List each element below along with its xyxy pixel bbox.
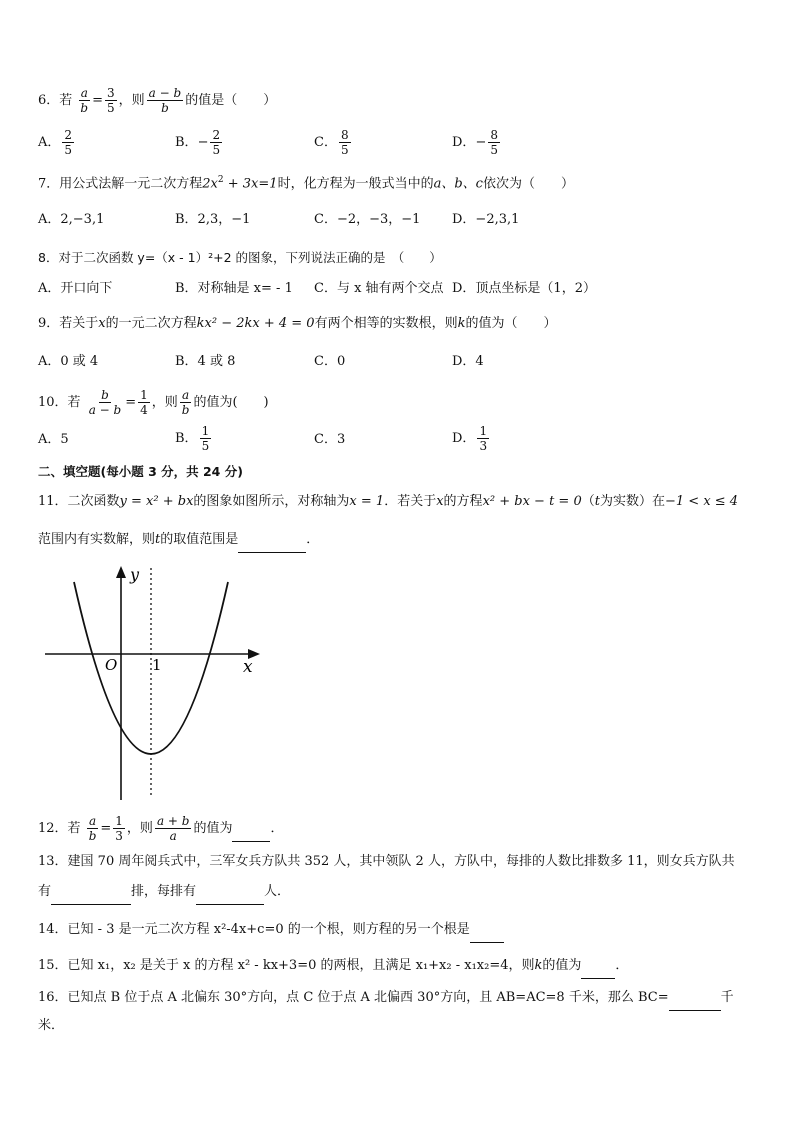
frac-den: 4 (140, 403, 148, 417)
frac-den: 5 (107, 101, 115, 115)
question-13-text: 有 (38, 884, 52, 899)
equation: x² + bx − t = 0 (482, 494, 582, 509)
equation-part: + 3x=1 (223, 176, 278, 192)
fraction-a-over-b (87, 814, 99, 843)
frac-num: 2 (64, 128, 73, 142)
question-14-text: 14．已知 - 3 是一元二次方程 x²-4x+c=0 的一个根，则方程的另一个根是 (38, 922, 470, 937)
option-10a[interactable] (38, 430, 69, 450)
option-fraction (210, 128, 222, 157)
option-label: C．3 (314, 432, 346, 447)
question-11-text: （ (581, 494, 595, 509)
equation-part: 2x (202, 176, 218, 192)
tick-label-1: 1 (152, 656, 162, 674)
option-label: A．5 (38, 432, 69, 447)
option-label: B． (175, 431, 198, 446)
y-axis-arrow (116, 566, 126, 578)
frac-den: 3 (115, 829, 123, 843)
question-9-text: 9．若关于 (38, 316, 99, 331)
equals-sign: = (125, 395, 137, 410)
option-6b[interactable] (175, 128, 224, 157)
frac-num: a − b (148, 86, 182, 100)
fraction-a-over-b (78, 86, 90, 115)
question-10-mid: ，则 (151, 395, 178, 410)
fraction-1-over-4 (138, 388, 150, 417)
question-11-line-1 (38, 492, 738, 512)
option-fraction (200, 424, 212, 453)
frac-den: 5 (340, 143, 349, 157)
range: −1 < x ≤ 4 (665, 494, 739, 509)
period: ． (270, 821, 284, 836)
frac-den: b (181, 403, 190, 417)
question-11-line-2 (38, 530, 319, 553)
option-9c[interactable]: C．0 (314, 354, 346, 369)
question-11-text: 11．二次函数 (38, 494, 120, 509)
option-6c[interactable] (314, 128, 353, 157)
question-10 (38, 388, 269, 417)
fraction-a-minus-b-over-b (147, 86, 184, 115)
question-11-text: 的取值范围是 (160, 532, 239, 547)
question-9-text: 的一元二次方程 (105, 316, 197, 331)
option-7d[interactable]: D．−2,3,1 (452, 212, 520, 227)
exponent: 2 (217, 175, 224, 185)
variable-t: t (155, 532, 161, 547)
fraction-3-over-5 (105, 86, 117, 115)
frac-num: b (101, 388, 109, 402)
option-7c[interactable]: C．−2，−3，−1 (314, 212, 421, 227)
option-9b[interactable]: B．4 或 8 (175, 354, 236, 369)
question-6 (38, 86, 276, 115)
origin-label: O (105, 656, 118, 674)
option-8a[interactable]: A．开口向下 (38, 281, 113, 296)
question-15-text: 的值为 (542, 958, 582, 973)
question-11-text: 范围内有实数解，则 (38, 532, 156, 547)
question-7-text: 依次为（ ） (482, 176, 574, 192)
answer-blank[interactable] (470, 922, 504, 943)
option-label: B． (175, 135, 198, 150)
frac-num: 1 (140, 388, 148, 402)
option-sign: − (197, 135, 209, 150)
frac-num: a (182, 388, 190, 402)
option-6d[interactable] (452, 128, 502, 157)
answer-blank-rows[interactable] (51, 884, 131, 905)
frac-den: a − b (88, 403, 122, 417)
question-6-tail: 的值是（ ） (185, 93, 277, 108)
question-10-number: 10．若 (38, 395, 81, 410)
answer-blank[interactable] (238, 532, 306, 553)
equals-sign: = (100, 821, 112, 836)
question-7-text: 7．用公式法解一元二次方程 (38, 176, 203, 192)
variable-k: k (534, 958, 543, 973)
option-6a[interactable] (38, 128, 76, 157)
frac-num: 1 (201, 424, 210, 438)
frac-num: 1 (479, 424, 488, 438)
question-16-line-2: 米． (38, 1018, 65, 1033)
question-11-text: ．若关于 (384, 494, 437, 509)
variable-t: t (594, 494, 600, 509)
variable-x: x (98, 316, 106, 331)
question-14 (38, 920, 504, 943)
question-11-text: 的图象如图所示，对称轴为 (193, 494, 350, 509)
question-9-text: 有两个相等的实数根，则 (314, 316, 458, 331)
period: ． (615, 958, 629, 973)
option-fraction (339, 128, 351, 157)
option-7b[interactable]: B．2,3，−1 (175, 212, 251, 227)
y-axis-label: y (130, 565, 140, 584)
frac-num: 3 (107, 86, 115, 100)
question-6-mid: ，则 (118, 93, 145, 108)
fraction-a-over-b (180, 388, 192, 417)
question-16-text: 16．已知点 B 位于点 A 北偏东 30°方向，点 C 位于点 A 北偏西 30°方向，且 AB=AC=8 千米，那么 BC= (38, 990, 669, 1005)
frac-den: b (80, 101, 89, 115)
option-8b[interactable]: B．对称轴是 x= - 1 (175, 281, 293, 296)
frac-num: a + b (156, 814, 190, 828)
question-11-text: 为实数）在 (599, 494, 665, 509)
variable-x: x (436, 494, 444, 509)
frac-den: 5 (490, 143, 498, 157)
answer-blank[interactable] (232, 821, 270, 842)
option-label: D． (452, 135, 476, 150)
question-16-text: 千 (720, 990, 734, 1005)
fraction-a-plus-b-over-a (155, 814, 192, 843)
option-label: D． (452, 431, 476, 446)
question-10-tail: 的值为( ) (193, 395, 269, 410)
frac-den: 5 (212, 143, 221, 157)
frac-num: 2 (212, 128, 221, 142)
option-7a[interactable]: A．2,−3,1 (38, 212, 105, 227)
question-13-line-1: 13．建国 70 周年阅兵式中，三军女兵方队共 352 人，其中领队 2 人，方队中，每排的人数比排数多 11，则女兵方队共 (38, 854, 735, 869)
frac-num: a (80, 86, 88, 100)
parabola-graph (38, 560, 268, 805)
equation: y = x² + bx (119, 494, 194, 509)
question-15 (38, 956, 628, 979)
option-8c[interactable]: C．与 x 轴有两个交点 (314, 281, 444, 296)
option-sign: − (475, 135, 487, 150)
question-13-text: 人． (264, 884, 291, 899)
question-7-text: 时，化方程为一般式当中的 (277, 176, 434, 192)
section-heading-fill-in: 二、填空题(每小题 3 分，共 24 分) (38, 464, 243, 479)
frac-den: 5 (201, 439, 210, 453)
frac-num: 1 (115, 814, 123, 828)
question-12 (38, 814, 284, 843)
option-10b[interactable] (175, 424, 213, 453)
fraction-b-over-a-minus-b (87, 388, 124, 417)
question-8: 8．对于二次函数 y=（x - 1）²+2 的图象，下列说法正确的是 （ ） (38, 250, 442, 265)
option-10c[interactable] (314, 430, 345, 450)
question-13-line-2 (38, 882, 290, 905)
variable-k: k (457, 316, 466, 331)
option-9d[interactable]: D．4 (452, 354, 484, 369)
option-label: A． (38, 135, 61, 150)
answer-blank[interactable] (669, 990, 721, 1011)
frac-num: 8 (340, 128, 349, 142)
option-fraction (477, 424, 489, 453)
question-7 (38, 170, 574, 194)
option-label: C． (314, 135, 337, 150)
frac-num: 8 (490, 128, 498, 142)
period: ． (306, 532, 320, 547)
question-6-number: 6．若 (38, 93, 73, 108)
answer-blank[interactable] (581, 958, 615, 979)
answer-blank-per-row[interactable] (196, 884, 264, 905)
variables: a、b、c (433, 176, 483, 192)
option-9a[interactable]: A．0 或 4 (38, 354, 99, 369)
option-8d[interactable]: D．顶点坐标是（1，2） (452, 281, 596, 296)
x-axis-label: x (243, 657, 253, 677)
question-16-line-1 (38, 988, 734, 1011)
option-fraction (62, 128, 74, 157)
option-fraction (488, 128, 500, 157)
frac-den: a (169, 829, 177, 843)
frac-den: 5 (64, 143, 73, 157)
frac-num: a (88, 814, 97, 828)
question-13-text: 排，每排有 (131, 884, 197, 899)
equals-sign: = (92, 93, 104, 108)
question-15-text: 15．已知 x₁，x₂ 是关于 x 的方程 x² - kx+3=0 的两根，且满足 x₁+x₂ - x₁x₂=4，则 (38, 958, 535, 973)
question-9-text: 的值为（ ） (465, 316, 557, 331)
frac-den: 3 (479, 439, 488, 453)
axis-equation: x = 1 (349, 494, 385, 509)
question-12-mid: ，则 (126, 821, 153, 836)
question-12-number: 12．若 (38, 821, 81, 836)
question-12-tail: 的值为 (193, 821, 233, 836)
equation: kx² − 2kx + 4 = 0 (196, 316, 315, 331)
option-10d[interactable] (452, 424, 491, 453)
frac-den: b (161, 101, 169, 115)
fraction-1-over-3 (113, 814, 125, 843)
frac-den: b (88, 829, 97, 843)
question-11-text: 的方程 (443, 494, 483, 509)
question-9 (38, 314, 556, 334)
